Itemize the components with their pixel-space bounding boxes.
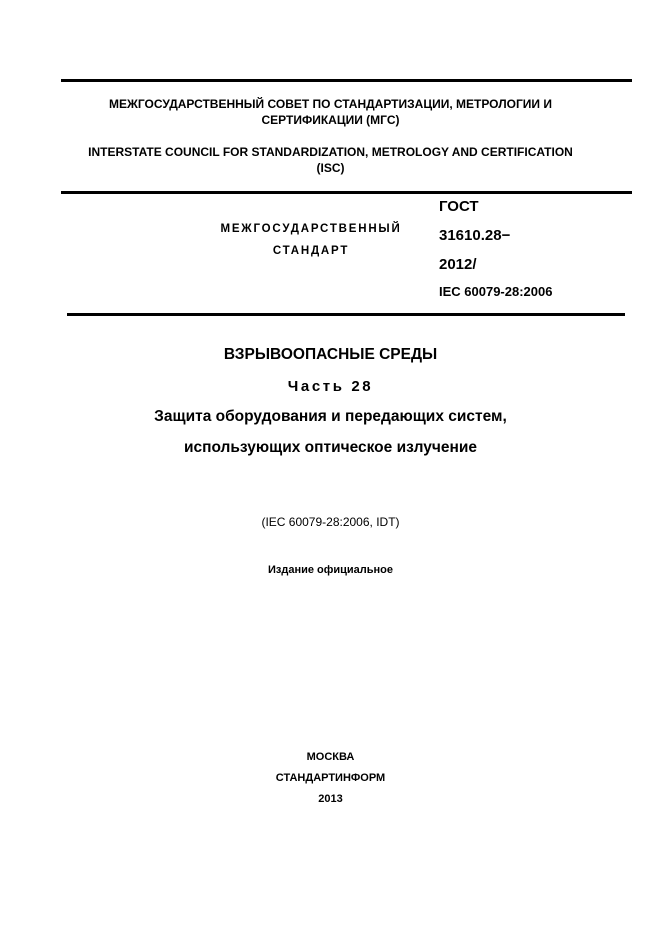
publication-year: 2013 xyxy=(318,793,343,805)
council-name-ru-line1: МЕЖГОСУДАРСТВЕННЫЙ СОВЕТ ПО СТАНДАРТИЗАЦИИ, МЕТРОЛОГИИ И xyxy=(109,97,552,111)
council-name-en-line1: INTERSTATE COUNCIL FOR STANDARDIZATION, METROLOGY AND CERTIFICATION xyxy=(88,145,573,159)
document-title: ВЗРЫВООПАСНЫЕ СРЕДЫ xyxy=(223,346,438,363)
publisher-city: МОСКВА xyxy=(306,751,355,763)
standard-designation xyxy=(439,192,552,305)
council-name-ru xyxy=(0,96,661,128)
designation-iec: IEC 60079-28:2006 xyxy=(439,284,553,299)
publisher-name: СТАНДАРТИНФОРМ xyxy=(275,772,386,784)
standard-type xyxy=(200,218,422,262)
iec-reference: (IEC 60079-28:2006, IDT) xyxy=(261,515,400,529)
designation-prefix: ГОСТ xyxy=(439,198,479,215)
standard-type-line2: СТАНДАРТ xyxy=(272,245,350,257)
designation-year: 2012/ xyxy=(439,256,477,273)
document-subtitle-line2: использующих оптическое излучение xyxy=(183,439,478,456)
top-rule xyxy=(61,79,632,82)
council-name-ru-line2: СЕРТИФИКАЦИИ (МГС) xyxy=(261,113,400,127)
edition-label: Издание официальное xyxy=(267,564,394,576)
council-name-en xyxy=(0,144,661,176)
designation-number: 31610.28− xyxy=(439,227,511,244)
standard-type-line1: МЕЖГОСУДАРСТВЕННЫЙ xyxy=(220,223,402,235)
bottom-rule xyxy=(67,313,625,316)
document-subtitle-line1: Защита оборудования и передающих систем, xyxy=(154,408,507,425)
council-name-en-line2: (ISC) xyxy=(316,161,345,175)
document-part: Часть 28 xyxy=(287,378,374,395)
